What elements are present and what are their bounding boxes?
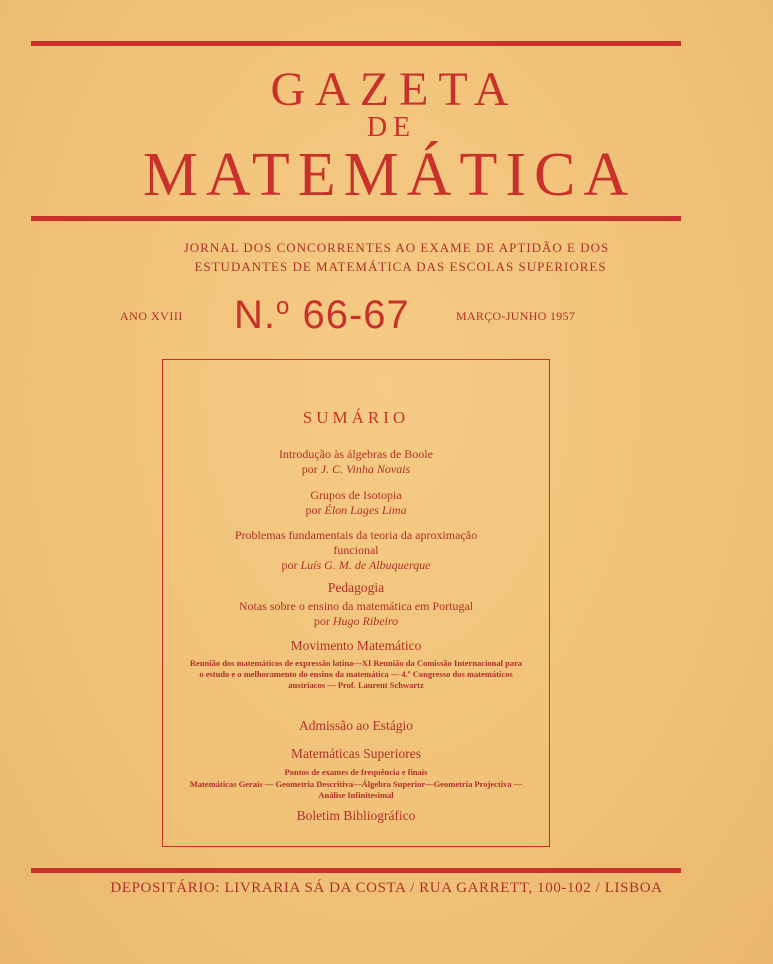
subtitle-line-1: JORNAL DOS CONCORRENTES AO EXAME DE APTIDÃO E DOS (183, 240, 610, 255)
boole-author: J. C. Vinha Novais (320, 462, 411, 476)
aprox-title-1: Problemas fundamentais da teoria da aproximação (234, 528, 478, 542)
boole-by: por (301, 462, 321, 476)
notas-title: Notas sobre o ensino da matemática em Portugal (238, 599, 474, 613)
movimento-text: Reunião dos matemáticos de expressão latina—XI Reunião da Comissão Internacional para o estudo e o melhoramento do ensino da matemática — 4.º Congresso dos matemáticos austríacos — Prof. Laurent Schwartz (189, 658, 523, 690)
contents-heading: SUMÁRIO (302, 408, 410, 427)
masthead-matematica: MATEMÁTICA (142, 141, 637, 209)
boole-title: Introdução às álgebras de Boole (279, 447, 433, 461)
notas-author: Hugo Ribeiro (332, 614, 399, 628)
section-admissao: Admissão ao Estágio (299, 718, 413, 733)
boole-byline (163, 462, 549, 477)
footer-distributor: DEPOSITÁRIO: LIVRARIA SÁ DA COSTA / RUA GARRETT, 100-102 / LISBOA (110, 880, 663, 896)
aprox-byline (163, 558, 549, 573)
notas-by: por (313, 614, 333, 628)
volume-year: ANO XVIII (120, 309, 183, 323)
aprox-by: por (281, 558, 301, 572)
masthead-bottom-rule (31, 216, 681, 221)
footer-rule (31, 868, 681, 873)
issue-number-value: 66-67 (290, 293, 410, 337)
issue-number-degree: o (276, 293, 291, 320)
aprox-title-2: funcional (333, 543, 379, 557)
superiores-text-1: Pontos de exames de frequência e finais (284, 767, 428, 777)
issue-number-prefix: N. (234, 293, 276, 337)
section-superiores: Matemáticas Superiores (290, 746, 422, 761)
isotopia-byline (163, 503, 549, 518)
section-pedagogia: Pedagogia (327, 580, 385, 595)
issue-number (234, 293, 410, 338)
masthead-gazeta: GAZETA (270, 63, 519, 116)
subtitle-line-2: ESTUDANTES DE MATEMÁTICA DAS ESCOLAS SUPERIORES (194, 259, 607, 274)
contents-box (162, 359, 550, 847)
contents-item-isotopia (163, 488, 549, 518)
notas-byline (163, 614, 549, 629)
section-boletim: Boletim Bibliográfico (296, 808, 416, 823)
isotopia-author: Élon Lages Lima (324, 503, 407, 517)
superiores-text-2: Matemáticas Gerais — Geometria Descritiva—Álgebra Superior—Geometria Projectiva — Análise Infinitesimal (189, 779, 523, 800)
contents-item-aproximacao (163, 528, 549, 573)
issue-date: MARÇO-JUNHO 1957 (456, 309, 576, 323)
contents-item-boole (163, 447, 549, 477)
top-rule (31, 41, 681, 46)
section-movimento: Movimento Matemático (290, 638, 422, 653)
isotopia-by: por (305, 503, 325, 517)
masthead-de: DE (366, 112, 417, 143)
aprox-author: Luís G. M. de Albuquerque (300, 558, 431, 572)
isotopia-title: Grupos de Isotopia (310, 488, 402, 502)
contents-item-notas (163, 599, 549, 629)
